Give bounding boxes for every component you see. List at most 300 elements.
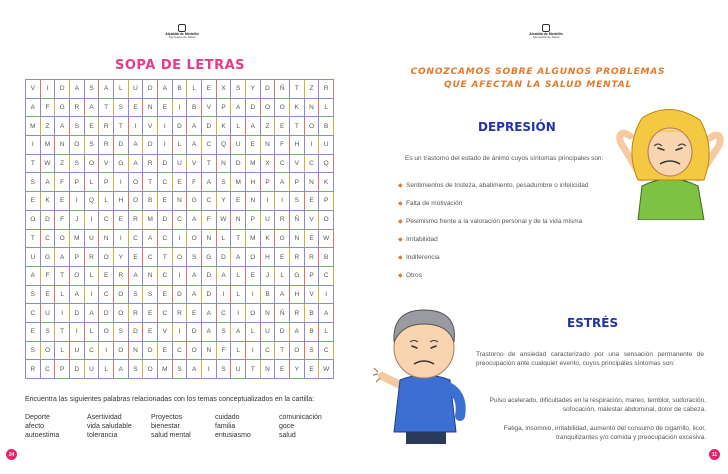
grid-cell: N <box>202 342 217 361</box>
grid-cell: N <box>305 99 320 118</box>
word-item: comunicación <box>279 414 322 421</box>
estres-intro: Trastorno de ansiedad caracterizado por una sensación permanente de preocupación ante cualquier evento, cuyos principales síntomas son: <box>476 351 704 367</box>
grid-cell: E <box>246 136 261 155</box>
grid-cell: C <box>85 342 100 361</box>
symptom-item <box>398 254 638 263</box>
estres-title: ESTRÉS <box>567 316 619 330</box>
grid-cell: R <box>26 360 41 379</box>
grid-cell: O <box>246 248 261 267</box>
grid-cell: S <box>217 173 232 192</box>
grid-cell: D <box>261 80 276 99</box>
grid-cell: N <box>217 155 232 174</box>
symptom-item <box>398 236 638 245</box>
grid-cell: N <box>261 360 276 379</box>
grid-cell: C <box>129 230 144 249</box>
grid-cell: W <box>319 230 334 249</box>
grid-cell: Q <box>319 155 334 174</box>
grid-cell: A <box>275 173 290 192</box>
grid-cell: A <box>129 267 144 286</box>
grid-cell: Z <box>41 117 56 136</box>
grid-cell: A <box>129 155 144 174</box>
grid-cell: C <box>173 211 188 230</box>
symptom-item <box>398 272 638 281</box>
estres-symptoms-2: Fatiga, insomnio, irritabilidad, aumento del consumo de cigarrillo, licor, tranquilizantes y/o comida y preocupación excesiva. <box>503 425 706 441</box>
grid-cell: S <box>305 342 320 361</box>
grid-cell: A <box>158 80 173 99</box>
grid-cell: H <box>246 173 261 192</box>
grid-cell: X <box>217 80 232 99</box>
depresion-intro: Es un trastorno del estado de ánimo cuyos síntomas principales son: <box>405 155 604 162</box>
grid-cell: S <box>290 192 305 211</box>
grid-cell: O <box>143 360 158 379</box>
grid-cell: S <box>26 342 41 361</box>
grid-cell: R <box>99 136 114 155</box>
grid-cell: A <box>187 360 202 379</box>
stressed-boy-illustration <box>372 296 476 444</box>
grid-cell: T <box>26 230 41 249</box>
grid-cell: X <box>261 155 276 174</box>
grid-cell: I <box>217 286 232 305</box>
grid-cell: N <box>143 99 158 118</box>
grid-cell: R <box>70 99 85 118</box>
diamond-bullet-icon: ◆ <box>398 237 403 243</box>
grid-cell: C <box>41 230 56 249</box>
grid-cell: E <box>173 173 188 192</box>
grid-cell: E <box>129 99 144 118</box>
grid-cell: L <box>85 173 100 192</box>
grid-cell: T <box>55 267 70 286</box>
grid-cell: L <box>55 342 70 361</box>
grid-cell: M <box>26 117 41 136</box>
grid-cell: D <box>158 155 173 174</box>
grid-cell: S <box>231 80 246 99</box>
grid-cell: A <box>187 136 202 155</box>
grid-cell: E <box>26 323 41 342</box>
grid-cell: I <box>26 136 41 155</box>
symptom-text: Sentimientos de tristeza, abatimiento, pesadumbre o infelicidad <box>406 182 589 189</box>
page-number-left: 24 <box>6 449 17 460</box>
grid-cell: N <box>246 192 261 211</box>
grid-cell: R <box>99 117 114 136</box>
grid-cell: M <box>246 155 261 174</box>
depresion-symptom-list <box>398 182 638 290</box>
grid-cell: L <box>246 323 261 342</box>
grid-cell: S <box>129 286 144 305</box>
symptom-text: Otros <box>406 272 422 279</box>
grid-cell: E <box>275 248 290 267</box>
grid-cell: I <box>319 286 334 305</box>
section-heading <box>388 66 688 92</box>
grid-cell: N <box>305 173 320 192</box>
heading-line1: CONOZCAMOS SOBRE ALGUNOS PROBLEMAS <box>410 67 666 77</box>
grid-cell: V <box>26 80 41 99</box>
grid-cell: E <box>129 248 144 267</box>
grid-cell: P <box>55 360 70 379</box>
word-search-grid <box>25 79 334 379</box>
grid-cell: A <box>187 267 202 286</box>
grid-cell: F <box>55 211 70 230</box>
grid-cell: D <box>187 323 202 342</box>
grid-cell: A <box>129 136 144 155</box>
grid-cell: U <box>231 360 246 379</box>
grid-cell: C <box>217 304 232 323</box>
logo-line2: Secretaría de Salud <box>532 35 560 39</box>
grid-cell: S <box>85 80 100 99</box>
grid-cell: O <box>246 304 261 323</box>
grid-cell: O <box>41 342 56 361</box>
grid-cell: T <box>143 173 158 192</box>
logo-line1: Alcaldía de Medellín <box>529 32 563 36</box>
grid-cell: A <box>85 99 100 118</box>
symptom-item <box>398 182 638 191</box>
grid-cell: C <box>158 230 173 249</box>
grid-cell: E <box>26 192 41 211</box>
grid-cell: B <box>319 248 334 267</box>
word-list <box>25 413 345 440</box>
grid-cell: I <box>41 80 56 99</box>
grid-cell: N <box>261 136 276 155</box>
grid-cell: A <box>114 360 129 379</box>
word-item: entusiasmo <box>215 432 251 439</box>
grid-cell: V <box>187 155 202 174</box>
grid-cell: I <box>55 304 70 323</box>
grid-cell: S <box>114 99 129 118</box>
grid-cell: T <box>158 248 173 267</box>
grid-cell: K <box>217 117 232 136</box>
grid-cell: L <box>231 286 246 305</box>
grid-cell: I <box>158 136 173 155</box>
grid-cell: A <box>70 286 85 305</box>
logo-line2: Secretaría de Salud <box>168 35 196 39</box>
grid-cell: I <box>85 211 100 230</box>
grid-cell: D <box>202 117 217 136</box>
grid-cell: L <box>319 323 334 342</box>
grid-cell: N <box>261 304 276 323</box>
grid-cell: L <box>217 230 232 249</box>
grid-cell: I <box>261 192 276 211</box>
grid-cell: F <box>41 267 56 286</box>
estres-symptoms-1: Pulso acelerado, dificultades en la respiración, mareo, temblor, sudoración, sofocación, malestar abdominal, dolor de cabeza. <box>489 397 706 413</box>
grid-cell: B <box>261 286 276 305</box>
grid-cell: D <box>99 304 114 323</box>
grid-cell: E <box>99 267 114 286</box>
grid-cell: N <box>99 230 114 249</box>
grid-cell: D <box>202 286 217 305</box>
word-item: Proyectos <box>151 414 183 421</box>
grid-cell: A <box>290 323 305 342</box>
grid-cell: E <box>158 99 173 118</box>
grid-cell: O <box>129 192 144 211</box>
grid-cell: D <box>143 342 158 361</box>
grid-cell: O <box>261 99 276 118</box>
grid-cell: Z <box>261 117 276 136</box>
grid-cell: B <box>173 80 188 99</box>
grid-cell: O <box>55 230 70 249</box>
grid-cell: H <box>261 248 276 267</box>
grid-cell: L <box>187 80 202 99</box>
grid-cell: I <box>202 360 217 379</box>
grid-cell: D <box>143 80 158 99</box>
grid-cell: E <box>275 117 290 136</box>
grid-cell: C <box>319 342 334 361</box>
grid-cell: A <box>319 304 334 323</box>
grid-cell: C <box>173 342 188 361</box>
grid-cell: A <box>187 117 202 136</box>
grid-cell: A <box>202 173 217 192</box>
grid-cell: I <box>70 192 85 211</box>
grid-cell: C <box>143 248 158 267</box>
grid-cell: G <box>114 155 129 174</box>
grid-cell: E <box>305 360 320 379</box>
grid-cell: D <box>41 211 56 230</box>
word-item: familia <box>215 423 236 430</box>
instructions-text: Encuentra las siguientes palabras relacionadas con los temas conceptualizados en la cartilla: <box>25 396 315 403</box>
grid-cell: R <box>173 304 188 323</box>
grid-cell: A <box>187 286 202 305</box>
word-item: salud <box>279 432 296 439</box>
grid-cell: D <box>129 323 144 342</box>
grid-cell: N <box>231 211 246 230</box>
grid-cell: U <box>85 230 100 249</box>
grid-cell: N <box>55 136 70 155</box>
grid-cell: O <box>99 323 114 342</box>
grid-cell: A <box>202 304 217 323</box>
grid-cell: D <box>246 99 261 118</box>
grid-cell: L <box>85 267 100 286</box>
grid-cell: I <box>173 323 188 342</box>
grid-cell: S <box>143 286 158 305</box>
grid-cell: O <box>290 342 305 361</box>
grid-cell: A <box>41 173 56 192</box>
symptom-item <box>398 218 638 227</box>
grid-cell: M <box>143 211 158 230</box>
grid-cell: I <box>275 192 290 211</box>
grid-cell: T <box>231 230 246 249</box>
grid-cell: E <box>231 192 246 211</box>
grid-cell: D <box>231 155 246 174</box>
grid-cell: C <box>319 267 334 286</box>
grid-cell: D <box>114 136 129 155</box>
grid-cell: A <box>70 80 85 99</box>
grid-cell: T <box>26 155 41 174</box>
grid-cell: R <box>129 211 144 230</box>
grid-cell: C <box>202 192 217 211</box>
grid-cell: G <box>202 248 217 267</box>
seal-icon <box>542 24 550 32</box>
grid-cell: A <box>26 99 41 118</box>
grid-cell: N <box>129 342 144 361</box>
grid-cell: P <box>70 173 85 192</box>
grid-cell: I <box>85 286 100 305</box>
grid-cell: J <box>70 211 85 230</box>
grid-cell: A <box>231 248 246 267</box>
grid-cell: Y <box>114 248 129 267</box>
grid-cell: D <box>202 267 217 286</box>
grid-cell: D <box>173 117 188 136</box>
grid-cell: Q <box>217 136 232 155</box>
grid-cell: U <box>70 342 85 361</box>
grid-cell: R <box>319 80 334 99</box>
grid-cell: B <box>305 323 320 342</box>
grid-cell: S <box>187 248 202 267</box>
grid-cell: I <box>173 230 188 249</box>
grid-cell: L <box>99 192 114 211</box>
grid-cell: S <box>217 360 232 379</box>
grid-cell: E <box>202 80 217 99</box>
grid-cell: F <box>187 173 202 192</box>
symptom-text: Indiferencia <box>406 254 440 261</box>
grid-cell: U <box>319 136 334 155</box>
grid-cell: D <box>70 304 85 323</box>
grid-cell: K <box>319 173 334 192</box>
grid-cell: A <box>275 286 290 305</box>
grid-cell: C <box>41 360 56 379</box>
logo-line1: Alcaldía de Medellín <box>165 32 199 36</box>
word-item: cuidado <box>215 414 240 421</box>
grid-cell: S <box>70 117 85 136</box>
grid-cell: P <box>305 267 320 286</box>
grid-cell: L <box>173 136 188 155</box>
grid-cell: A <box>231 99 246 118</box>
grid-cell: S <box>70 155 85 174</box>
grid-cell: L <box>85 323 100 342</box>
grid-cell: N <box>173 192 188 211</box>
grid-cell: C <box>158 304 173 323</box>
grid-cell: E <box>41 286 56 305</box>
grid-cell: D <box>217 248 232 267</box>
word-item: autoestima <box>25 432 60 439</box>
grid-cell: S <box>41 323 56 342</box>
word-item: bienestar <box>151 423 180 430</box>
grid-cell: B <box>319 117 334 136</box>
grid-cell: S <box>26 286 41 305</box>
grid-cell: A <box>26 267 41 286</box>
diamond-bullet-icon: ◆ <box>398 183 403 189</box>
grid-cell: T <box>290 80 305 99</box>
grid-cell: O <box>99 248 114 267</box>
grid-cell: V <box>202 99 217 118</box>
grid-cell: K <box>261 230 276 249</box>
grid-cell: F <box>202 211 217 230</box>
word-item: Asertividad <box>87 414 122 421</box>
grid-cell: P <box>246 211 261 230</box>
grid-cell: M <box>70 230 85 249</box>
grid-cell: U <box>85 360 100 379</box>
grid-cell: L <box>319 99 334 118</box>
grid-cell: H <box>290 136 305 155</box>
symptom-text: Irritabilidad <box>406 236 438 243</box>
grid-cell: A <box>99 80 114 99</box>
grid-cell: F <box>55 173 70 192</box>
grid-cell: Y <box>290 360 305 379</box>
grid-cell: O <box>129 173 144 192</box>
grid-cell: R <box>129 304 144 323</box>
grid-cell: I <box>246 286 261 305</box>
grid-cell: Y <box>246 80 261 99</box>
symptom-item <box>398 200 638 209</box>
alcaldia-logo-right <box>526 24 566 46</box>
grid-cell: O <box>114 304 129 323</box>
word-item: goce <box>279 423 295 430</box>
grid-cell: A <box>231 323 246 342</box>
grid-cell: M <box>231 173 246 192</box>
grid-cell: O <box>114 342 129 361</box>
grid-cell: O <box>173 248 188 267</box>
grid-cell: G <box>275 230 290 249</box>
grid-cell: R <box>275 211 290 230</box>
grid-cell: U <box>261 323 276 342</box>
grid-cell: I <box>231 304 246 323</box>
grid-cell: C <box>99 286 114 305</box>
grid-cell: J <box>261 267 276 286</box>
grid-cell: A <box>55 248 70 267</box>
grid-cell: O <box>187 342 202 361</box>
heading-line2: QUE AFECTAN LA SALUD MENTAL <box>444 80 632 90</box>
grid-cell: I <box>99 342 114 361</box>
depresion-title: DEPRESIÓN <box>478 120 556 134</box>
grid-cell: D <box>275 323 290 342</box>
word-item: Deporte <box>25 414 50 421</box>
grid-cell: T <box>202 155 217 174</box>
grid-cell: P <box>217 99 232 118</box>
grid-cell: N <box>202 230 217 249</box>
grid-cell: A <box>143 230 158 249</box>
grid-cell: R <box>85 248 100 267</box>
grid-cell: T <box>275 342 290 361</box>
grid-cell: H <box>114 192 129 211</box>
grid-cell: A <box>202 323 217 342</box>
grid-cell: V <box>143 117 158 136</box>
grid-cell: T <box>114 117 129 136</box>
grid-cell: T <box>246 360 261 379</box>
grid-cell: O <box>26 211 41 230</box>
grid-cell: U <box>173 155 188 174</box>
grid-cell: O <box>114 286 129 305</box>
grid-cell: M <box>158 360 173 379</box>
right-page <box>364 0 728 474</box>
grid-cell: Ñ <box>275 80 290 99</box>
grid-cell: C <box>158 267 173 286</box>
page-number-right: 11 <box>709 449 720 460</box>
grid-cell: E <box>143 323 158 342</box>
grid-cell: W <box>319 360 334 379</box>
grid-cell: I <box>246 342 261 361</box>
grid-cell: Z <box>305 80 320 99</box>
grid-cell: L <box>231 267 246 286</box>
grid-cell: I <box>173 267 188 286</box>
grid-cell: R <box>290 304 305 323</box>
grid-cell: O <box>275 99 290 118</box>
grid-cell: O <box>85 155 100 174</box>
grid-cell: G <box>41 248 56 267</box>
grid-cell: Y <box>217 192 232 211</box>
grid-cell: U <box>41 304 56 323</box>
grid-cell: E <box>305 230 320 249</box>
diamond-bullet-icon: ◆ <box>398 201 403 207</box>
grid-cell: I <box>173 99 188 118</box>
grid-cell: K <box>41 192 56 211</box>
grid-cell: I <box>158 117 173 136</box>
grid-cell: A <box>217 267 232 286</box>
alcaldia-logo-left <box>162 24 202 46</box>
grid-cell: E <box>55 192 70 211</box>
grid-cell: C <box>275 155 290 174</box>
diamond-bullet-icon: ◆ <box>398 273 403 279</box>
grid-cell: I <box>114 230 129 249</box>
grid-cell: F <box>275 136 290 155</box>
grid-cell: S <box>129 360 144 379</box>
grid-cell: F <box>41 99 56 118</box>
